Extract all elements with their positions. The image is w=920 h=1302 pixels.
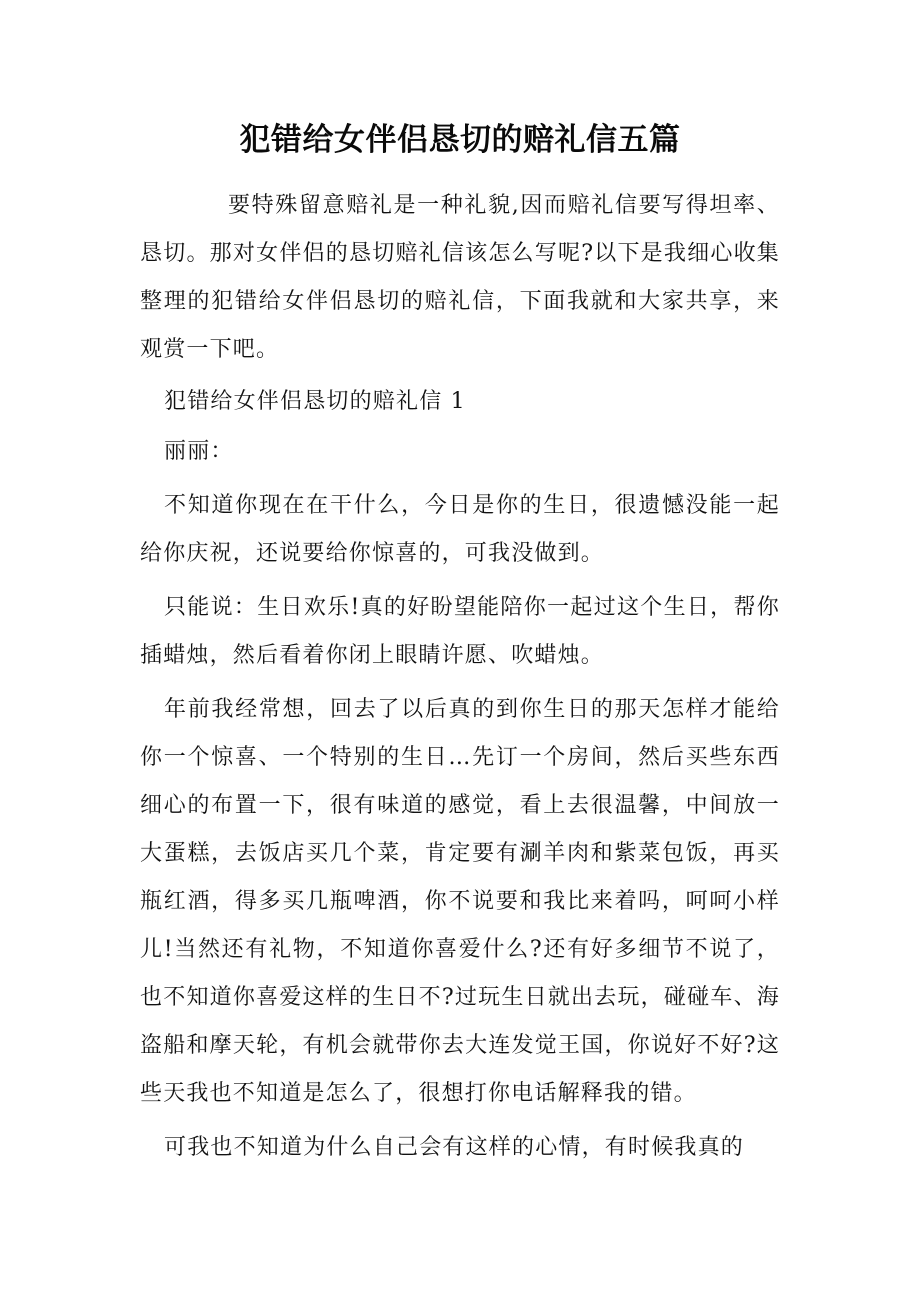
body-paragraph: 年前我经常想，回去了以后真的到你生日的那天怎样才能给你一个惊喜、一个特别的生日…先订一个房间，然后买些东西细心的布置一下，很有味道的感觉，看上去很温馨，中间放一大蛋糕，去饭店买几个菜，肯定要有涮羊肉和紫菜包饭，再买瓶红酒，得多买几瓶啤酒，你不说要和我比来着吗，呵呵小样儿!当然还有礼物，不知道你喜爱什么?还有好多细节不说了，也不知道你喜爱这样的生日不?过玩生日就出去玩，碰碰车、海盗船和摩天轮，有机会就带你去大连发觉王国，你说好不好?这些天我也不知道是怎么了，很想打你电话解释我的错。 bbox=[140, 697, 780, 1106]
document-title: 犯错给女伴侣恳切的赔礼信五篇 bbox=[239, 122, 681, 158]
body-paragraph: 不知道你现在在干什么，今日是你的生日，很遗憾没能一起给你庆祝，还说要给你惊喜的，可我没做到。 bbox=[140, 493, 780, 566]
body-paragraph: 可我也不知道为什么自己会有这样的心情，有时候我真的 bbox=[164, 1135, 745, 1160]
document-body bbox=[140, 182, 780, 1172]
salutation: 丽丽： bbox=[164, 439, 234, 464]
body-paragraph: 只能说：生日欢乐!真的好盼望能陪你一起过这个生日，帮你插蜡烛，然后看着你闭上眼睛许愿、吹蜡烛。 bbox=[140, 595, 780, 668]
intro-paragraph: 要特殊留意赔礼是一种礼貌,因而赔礼信要写得坦率、恳切。那对女伴侣的恳切赔礼信该怎么写呢?以下是我细心收集整理的犯错给女伴侣恳切的赔礼信，下面我就和大家共享，来观赏一下吧。 bbox=[140, 193, 780, 362]
letter-heading: 犯错给女伴侣恳切的赔礼信 1 bbox=[164, 389, 466, 414]
